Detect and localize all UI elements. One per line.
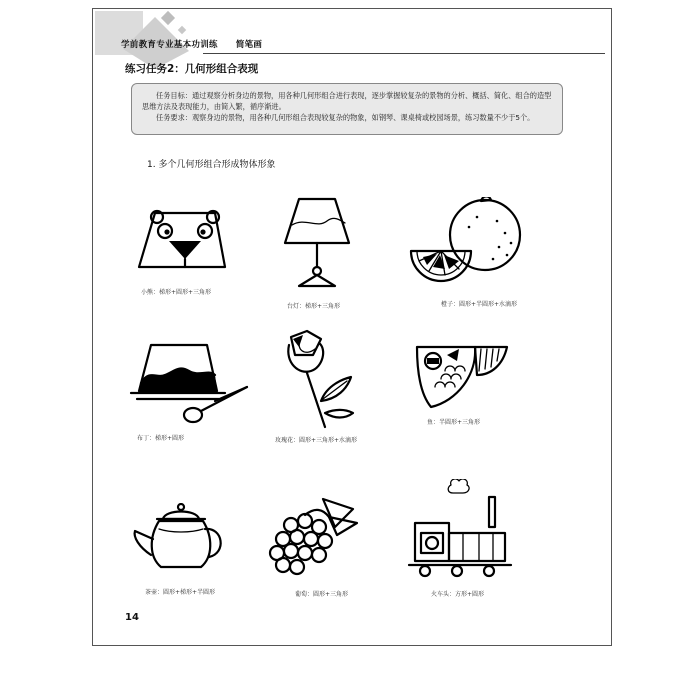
caption-rose: 玫瑰花：圆形+三角形+水滴形 [275,437,358,444]
grapes-icon [265,497,395,587]
teapot-icon [129,503,259,583]
book-page [92,8,612,646]
item-rose [265,329,415,469]
item-orange [407,197,557,337]
lamp-icon [265,191,395,291]
caption-teapot: 茶壶：圆形+梯形+半圆形 [145,589,216,596]
chapter-title: 简笔画 [235,40,263,50]
caption-fish: 鱼：半圆形+三角形 [427,419,481,426]
rose-icon [265,329,395,429]
book-title: 学前教育专业基本功训练 [121,40,218,50]
task-box [131,83,563,135]
item-lamp [265,191,415,331]
item-pudding [129,339,279,479]
section-title: 练习任务2：几何形组合表现 [125,63,259,75]
train-icon [407,479,537,579]
item-train [407,479,557,619]
task-requirement: 任务要求：观察身边的景物，用各种几何形组合表现较复杂的物象，如钢琴、课桌椅或校园场景，练习数量不少于5个。 [156,113,535,122]
task-goal: 任务目标：通过观察分析身边的景物，用各种几何形组合进行表现，逐步掌握较复杂的景物的分析、概括、简化、组合的造型思维方法及表现能力，由简入繁，循序渐进。 [142,91,552,111]
caption-grapes: 葡萄：圆形+三角形 [295,591,349,598]
item-teapot [129,503,279,643]
caption-bear: 小熊：梯形+圆形+三角形 [141,289,212,296]
pudding-icon [129,339,259,429]
running-header [121,38,262,50]
item-grapes [265,497,415,637]
caption-pudding: 布丁：梯形+圆形 [137,435,185,442]
caption-train: 火车头：方形+圆形 [431,591,485,598]
subsection-title: 1. 多个几何形组合形成物体形象 [147,160,276,170]
item-bear [129,205,279,345]
bear-icon [129,205,259,275]
fish-icon [407,345,537,425]
orange-icon [407,197,537,297]
caption-orange: 橙子：圆形+半圆形+水滴形 [441,301,518,308]
header-rule [203,53,605,54]
item-fish [407,345,557,485]
page-number: 14 [125,612,139,623]
caption-lamp: 台灯：梯形+三角形 [287,303,341,310]
